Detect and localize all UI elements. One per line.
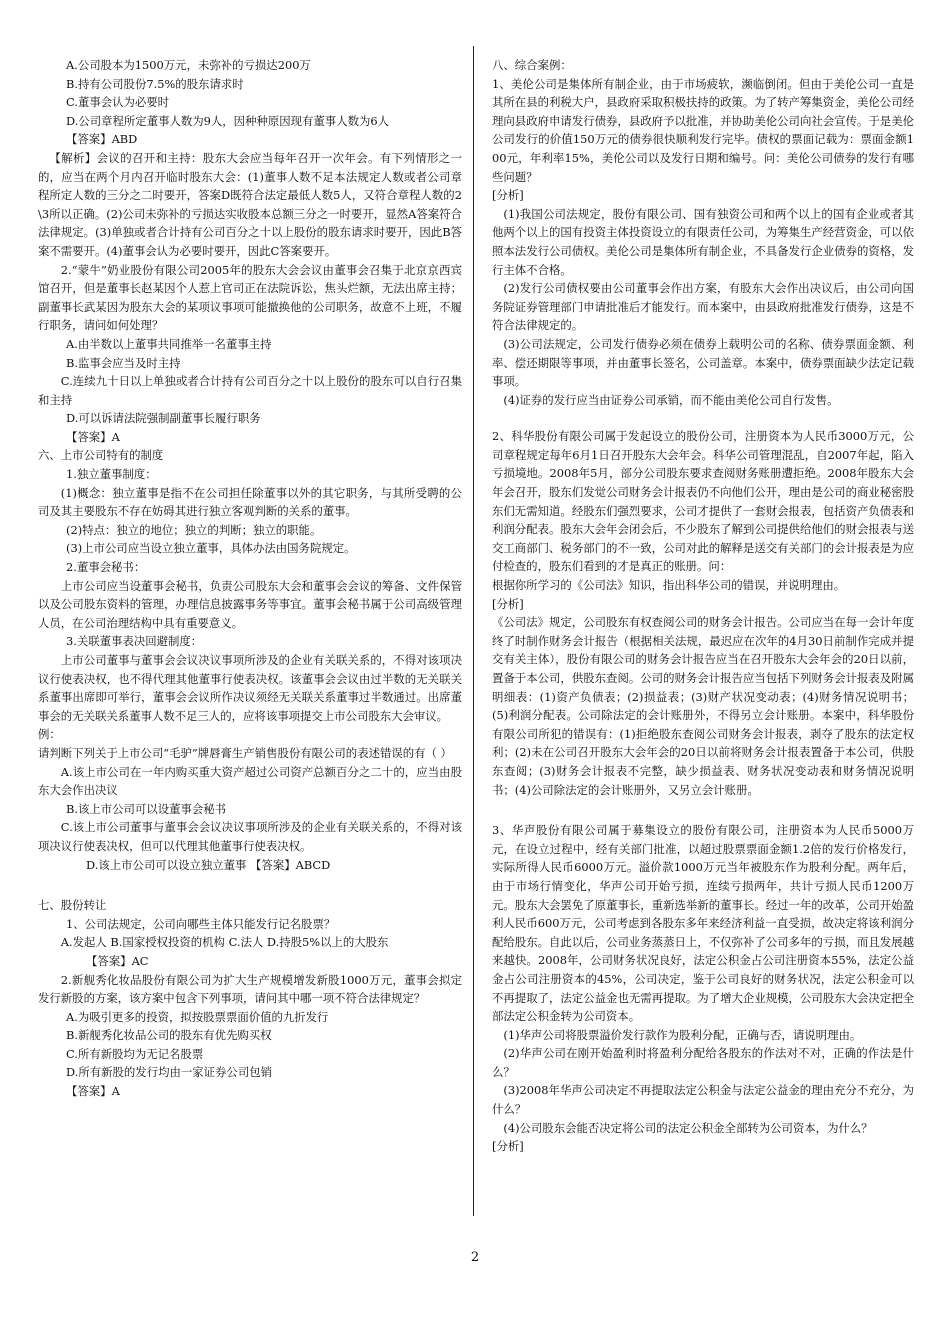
paragraph: 1、公司法规定，公司向哪些主体只能发行记名股票？ bbox=[66, 916, 336, 931]
paragraph: 六、上市公司特有的制度 bbox=[38, 448, 164, 463]
right-column bbox=[492, 56, 914, 1156]
paragraph: 【答案】A bbox=[66, 1084, 120, 1099]
paragraph: D.该上市公司可以设立独立董事 【答案】ABCD bbox=[86, 857, 331, 872]
paragraph: 上市公司董事与董事会会议决议事项所涉及的企业有关联关系的，不得对该项决议行使表决权，也不得代理其他董事行使表决权。该董事会会议由过半数的无关联关系董事出席即可举行，董事会会议所作决议须经无关联关系董事过半数通过。出席董事会的无关联关系董事人数不足三人的，应将该事项提交上市公司股东大会审议。 bbox=[38, 653, 462, 723]
paragraph: 上市公司应当设董事会秘书，负责公司股东大会和董事会会议的筹备、文件保管以及公司股东资料的管理，办理信息披露事务等事宜。董事会秘书属于公司高级管理人员，在公司治理结构中具有重要意义。 bbox=[38, 578, 462, 630]
paragraph: B.监事会应当及时主持 bbox=[66, 355, 181, 370]
paragraph: C.连续九十日以上单独或者合计持有公司百分之十以上股份的股东可以自行召集和主持 bbox=[38, 374, 462, 407]
paragraph: C.董事会认为必要时 bbox=[66, 95, 170, 110]
paragraph: [分析] bbox=[492, 596, 524, 611]
paragraph: (3)公司法规定，公司发行债券必须在债券上载明公司的名称、债券票面金额、利率、偿还期限等事项，并由董事长签名，公司盖章。本案中，债券票面缺少法定记载事项。 bbox=[492, 336, 914, 389]
spacer bbox=[38, 874, 462, 896]
page-number: 2 bbox=[470, 1250, 480, 1265]
paragraph: 3、华声股份有限公司属于募集设立的股份有限公司，注册资本为人民币5000万元，在设立过程中，经有关部门批准，以超过股票票面金额1.2倍的发行价格发行，实际所得人民币6000万元。溢价款1000万元当年被股东作为股利分配。两年后，由于市场行情变化，华声公司开始亏损，连续亏损两年，共计亏损人民币1200万元。股东大会罢免了原董事长，重新选举新的董事长。经过一年的改革，公司开始盈利人民币600万元，公司考虑到各股东多年来经济利益一直受损，故决定将该利润分配给股东。自此以后，公司业务蒸蒸日上，不仅弥补了公司多年的亏损，而且发展越来越快。2008年，公司财务状况良好，法定公积金占公司注册资本55%，法定公益金占公司注册资本的45%，公司决定，鉴于公司良好的财务状况，法定公积金可以不再提取了，法定公益金也无需再提取。为了增大企业规模，公司股东大会决定把全部法定公积金转为公司资本。 bbox=[492, 823, 914, 1024]
paragraph: (3)上市公司应当设立独立董事，具体办法由国务院规定。 bbox=[66, 541, 356, 556]
paragraph: 1、美伦公司是集体所有制企业，由于市场疲软，濒临倒闭。但由于美伦公司一直是其所在县的利税大户，县政府采取积极扶持的政策。为了转产筹集资金，美伦公司经理向县政府申请发行债券，县政府予以批准，并协助美伦公司向社会宣传。于是美伦公司发行的价值150万元的债券很快顺利发行完毕。债权的票面记载为：票面金额100元，年利率15%，美伦公司以及发行日期和编号。问：美伦公司债券的发行有哪些问题？ bbox=[492, 76, 914, 184]
paragraph: D.所有新股的发行均由一家证券公司包销 bbox=[66, 1065, 272, 1080]
paragraph: (4)公司股东会能否决定将公司的法定公积金全部转为公司资本，为什么？ bbox=[503, 1120, 873, 1135]
column-divider bbox=[473, 46, 474, 1216]
paragraph: [分析] bbox=[492, 188, 524, 203]
paragraph: (2)华声公司在刚开始盈利时将盈利分配给各股东的作法对不对，正确的作法是什么？ bbox=[492, 1046, 914, 1079]
paragraph: 2、科华股份有限公司属于发起设立的股份公司，注册资本为人民币3000万元，公司章程规定每年6月1日召开股东大会年会。科华公司管理混乱，自2007年起，陷入亏损境地。2008年5月，部分公司股东要求查阅财务账册遭拒绝。2008年股东大会年会召开，股东们发觉公司财务会计报表仍不向他们公开，理由是公司的商业秘密股东们无需知道。经股东们强烈要求，公司才提供了一套财会报表，包括资产负债表和利润分配表。股东大会年会闭会后，不少股东了解到公司提供给他们的财会报表与送交工商部门、税务部门的不一致，公司对此的解释是送交有关部门的会计报表是为应付检查的，股东们看到的才是真正的账册。问： bbox=[492, 429, 914, 574]
paragraph: 【答案】ABD bbox=[66, 132, 138, 147]
paragraph: 2.董事会秘书： bbox=[66, 560, 146, 575]
paragraph: 【解析】会议的召开和主持：股东大会应当每年召开一次年会。有下列情形之一的，应当在两个月内召开临时股东大会：(1)董事人数不足本法规定人数或者公司章程所定人数的三分之二时要开，答案D既符合法定最低人数5人，又符合章程人数的2\3所以正确。(2)公司未弥补的亏损达实收股本总额三分之一时要开，显然A答案符合法律规定。(3)单独或者合计持有公司百分之十以上股份的股东请求时要开，因此B答案不需要开。(4)董事会认为必要时要开，因此C答案要开。 bbox=[38, 150, 462, 258]
paragraph: 2.新舰秀化妆品股份有限公司为扩大生产规模增发新股1000万元，董事会拟定发行新股的方案，该方案中包含下列事项，请问其中哪一项不符合法律规定？ bbox=[38, 972, 462, 1006]
paragraph: B.持有公司股份7.5%的股东请求时 bbox=[66, 76, 244, 91]
paragraph: C.所有新股均为无记名股票 bbox=[66, 1046, 204, 1061]
paragraph: D.可以诉请法院强制副董事长履行职务 bbox=[66, 411, 261, 426]
paragraph: (3)2008年华声公司决定不再提取法定公积金与法定公益金的理由充分不充分，为什么？ bbox=[492, 1083, 914, 1117]
paragraph: B.新舰秀化妆品公司的股东有优先购买权 bbox=[66, 1028, 272, 1043]
paragraph: (1)华声公司将股票溢价发行款作为股利分配，正确与否，请说明理由。 bbox=[503, 1027, 862, 1042]
paragraph: 根据你所学习的《公司法》知识，指出科华公司的错误，并说明理由。 bbox=[492, 578, 846, 593]
paragraph: (2)特点：独立的地位；独立的判断；独立的职能。 bbox=[66, 522, 322, 537]
paragraph: 《公司法》规定，公司股东有权查阅公司的财务会计报告。公司应当在每一会计年度终了时制作财务会计报告（根据相关法规，最迟应在次年的4月30日前制作完成并提交有关主体），股份有限公司的财务会计报告应当在召开股东大会年会的20日以前，置备于本公司，供股东查阅。公司的财务会计报告应当包括下列财务会计报表及附属明细表：(1)资产负债表；(2)损益表；(3)财产状况变动表；(4)财务情况说明书；(5)利润分配表。公司除法定的会计账册外，不得另立会计账册。本案中，科华股份有限公司所犯的错误有：(1)拒绝股东查阅公司财务会计报表，剥夺了股东的法定权利；(2)未在公司召开股东大会年会的20日以前将财务会计报表置备于本公司，供股东查阅；(3)财务会计报表不完整，缺少损益表、财务状况变动表和财务情况说明书；(4)公司除法定的会计账册外，又另立会计账册。 bbox=[492, 615, 914, 797]
paragraph: 八、综合案例： bbox=[492, 58, 572, 72]
paragraph: 【答案】A bbox=[66, 429, 120, 444]
paragraph: A.为吸引更多的投资，拟按股票票面价值的九折发行 bbox=[66, 1009, 329, 1024]
paragraph: (4)证券的发行应当由证券公司承销，而不能由美伦公司自行发售。 bbox=[503, 392, 839, 407]
spacer bbox=[492, 409, 914, 427]
paragraph: 【答案】AC bbox=[86, 953, 149, 968]
paragraph: B.该上市公司可以设董事会秘书 bbox=[66, 801, 227, 816]
paragraph: 例： bbox=[38, 727, 61, 742]
paragraph: C.该上市公司董事与董事会会议决议事项所涉及的企业有关联关系的，不得对该项决议行使表决权，但可以代理其他董事行使表决权。 bbox=[38, 820, 462, 853]
paragraph: 1.独立董事制度： bbox=[66, 467, 157, 482]
paragraph: (1)概念：独立董事是指不在公司担任除董事以外的其它职务，与其所受聘的公司及其主要股东不存在妨碍其进行独立客观判断的关系的董事。 bbox=[38, 485, 462, 519]
paragraph: A.公司股本为1500万元，未弥补的亏损达200万 bbox=[66, 58, 311, 72]
paragraph: A.该上市公司在一年内购买重大资产超过公司资产总额百分之二十的，应当由股东大会作出决议 bbox=[38, 764, 462, 798]
paragraph: A.发起人 B.国家授权投资的机构 C.法人 D.持股5%以上的大股东 bbox=[60, 935, 389, 950]
left-column bbox=[38, 56, 462, 1101]
paragraph: 请判断下列关于上市公司“毛驴”牌唇膏生产销售股份有限公司的表述错误的有（ ） bbox=[38, 745, 452, 760]
paragraph: (1)我国公司法规定，股份有限公司、国有独资公司和两个以上的国有企业或者其他两个以上的国有投资主体投资设立的有限责任公司，为筹集生产经营资金，可以依照本法发行公司债权。美伦公司是集体所有制企业，不具备发行企业债券的资格，发行主体不合格。 bbox=[492, 206, 914, 277]
paragraph: 3.关联董事表决回避制度： bbox=[66, 634, 203, 649]
paragraph: 七、股份转让 bbox=[38, 898, 107, 913]
paragraph: 2.“蒙牛”奶业股份有限公司2005年的股东大会会议由董事会召集于北京京西宾馆召开，但是董事长赵某因个人惹上官司正在法院诉讼，焦头烂额，无法出席主持；副董事长武某因为股东大会的某项议事项可能撤换他的公司职务，故意不上班，不履行职务，请问如何处理？ bbox=[38, 262, 462, 333]
paragraph: (2)发行公司债权要由公司董事会作出方案，有股东大会作出决议后，由公司向国务院证券管理部门申请批准后才能发行。而本案中，由县政府批准发行债券，这是不符合法律规定的。 bbox=[492, 281, 914, 333]
paragraph: A.由半数以上董事共同推举一名董事主持 bbox=[66, 336, 272, 351]
paragraph: [分析] bbox=[492, 1139, 524, 1154]
spacer bbox=[492, 799, 914, 821]
paragraph: D.公司章程所定董事人数为9人，因种种原因现有董事人数为6人 bbox=[66, 113, 389, 128]
